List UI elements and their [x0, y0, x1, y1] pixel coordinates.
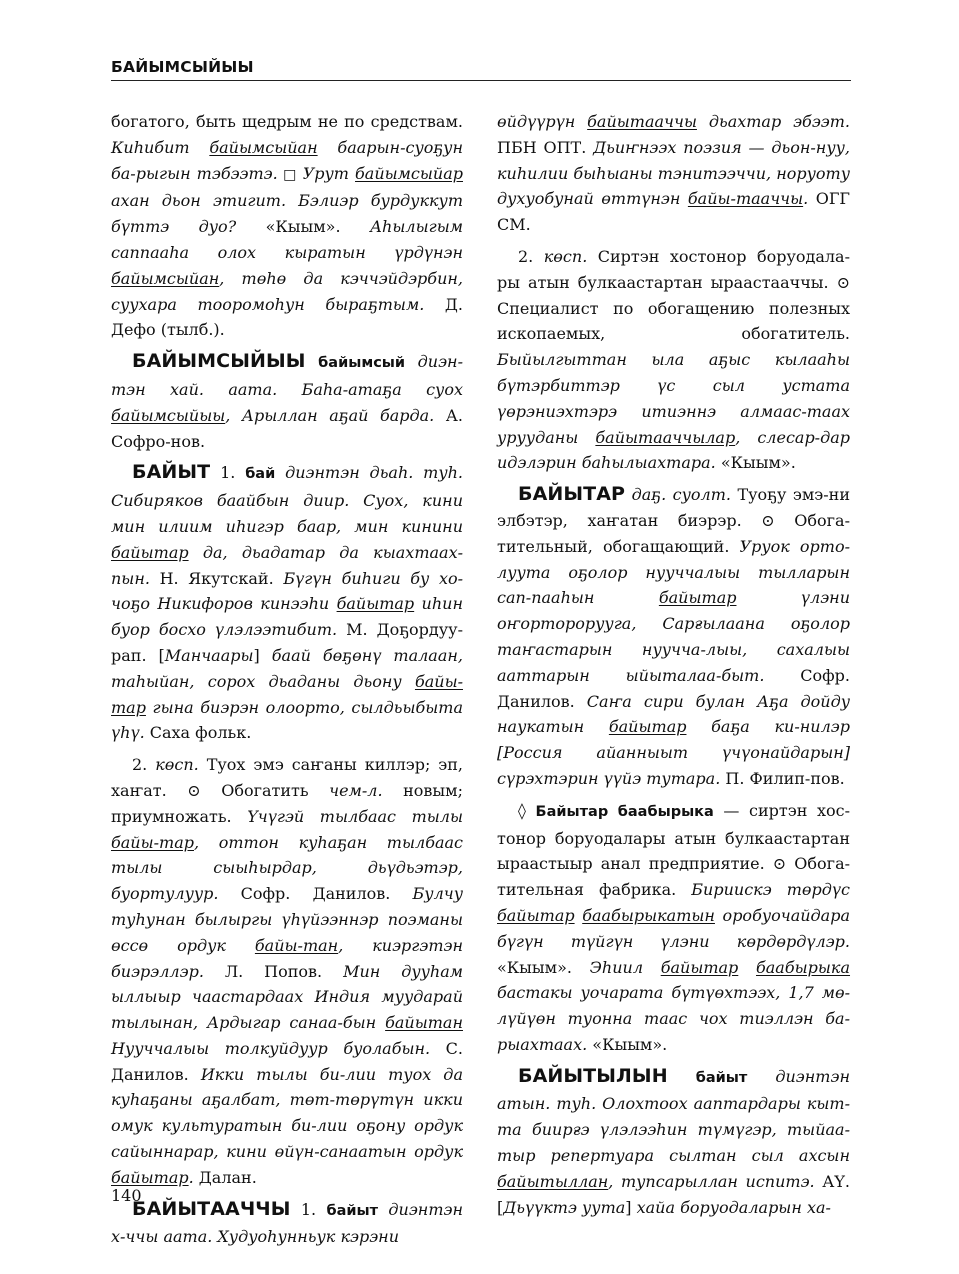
- source-citation: «Кыым».: [587, 1034, 668, 1054]
- example-text: Урут: [302, 163, 356, 183]
- headword-usage: байымсыйыы: [111, 405, 226, 425]
- sense-number: 1.: [210, 463, 246, 483]
- example-text: Бириискэ төрдүс: [691, 880, 850, 900]
- example-text: Саҥа сири булан Аҕа дойду наукатын: [497, 691, 850, 737]
- translation-text: новым; приумножать.: [111, 780, 463, 826]
- sense-number: 2.: [518, 246, 544, 266]
- example-text: Булчу туһунан былыргы үһүйээннэр поэманы өссө ордук: [111, 884, 463, 955]
- headword-usage: байытар: [660, 957, 739, 977]
- example-text: Киһибит: [111, 137, 210, 157]
- definition-text: Туоҕу эмэ-ни элбэтэр, хаҥатан биэрэр.: [497, 485, 850, 530]
- entry-headword: БАЙЫТЫЛЫН: [518, 1064, 668, 1087]
- source-citation: С. Данилов.: [111, 1038, 463, 1084]
- headword-usage: байытар: [111, 542, 189, 562]
- root-word: бай: [245, 466, 276, 483]
- example-text: баҕа ки-нилэр [Россия айанныыт үчүонайдарын] сүрэхтэрин үүйэ тутара.: [497, 717, 850, 788]
- diamond-icon: ◊: [518, 800, 526, 820]
- example-text: гына биэрэн олоорто, сылдьыбыта үһү.: [111, 697, 463, 743]
- source-citation: «Кыым».: [236, 217, 370, 237]
- headword-usage: байытан: [385, 1013, 463, 1033]
- example-text: , төһө да кэччэйдэрбин, суухара тооромоһун быраҕтым.: [111, 268, 463, 314]
- definition-text: Туох эмэ саҥаны киллэр; эп, хаҥат.: [111, 755, 463, 800]
- source-citation: Л. Попов.: [203, 961, 344, 981]
- source-citation: Д. Дефо (тылб.).: [111, 294, 464, 340]
- example-text: Нууччалыы толкуйдуур буолабын.: [111, 1038, 431, 1058]
- dictionary-entry: [111, 1197, 463, 1251]
- dictionary-sense: [111, 752, 463, 1191]
- example-text: Баһа-атаҕа суох: [277, 379, 463, 399]
- sense-number: 2.: [132, 755, 156, 775]
- source-citation: А. Софро-нов.: [111, 405, 464, 451]
- example-text: Манчаары: [164, 645, 254, 665]
- example-text: .: [803, 189, 809, 209]
- grammar-note: диэнтэн х-ччы аата. Худуоһунньук кэрэни: [111, 1199, 463, 1247]
- example-text: ахан дьон этигит. Бэлиэр бурдуккут бүттэ дуо?: [111, 191, 463, 237]
- source-citation: Н. Якутскай.: [149, 568, 284, 588]
- headword-usage: байы-тар: [111, 832, 194, 852]
- example-text: дьахтар эбээт.: [696, 112, 850, 131]
- spacer: [747, 1067, 775, 1086]
- source-citation: М. Доҕордуу-рап. [: [111, 620, 463, 665]
- dictionary-entry: [111, 460, 463, 746]
- circle-dot-icon: ⊙: [187, 780, 201, 800]
- source-citation: ПБН ОПТ.: [497, 137, 594, 157]
- example-text: да, дьадатар да кыахтаах-пын.: [111, 542, 463, 588]
- entry-headword: БАЙЫТ: [132, 461, 211, 484]
- definition-text: Сиртэн хостонор боруодала-ры атын булкаастартан ыраастааччы.: [497, 246, 850, 292]
- circle-dot-icon: ⊙: [761, 510, 775, 530]
- definition-text: богатого, быть щедрым не по средствам.: [111, 112, 463, 131]
- source-citation: Далан.: [193, 1167, 257, 1187]
- definition-text: — сиртэн хос-тонор боруодалары атын булкаастартан ыраастыыр анал предприятие.: [497, 800, 850, 874]
- sense-number: 1.: [290, 1199, 327, 1219]
- example-text: баай бөҕөнү талаан, таһыйан, сорох дьаданы дьону: [111, 645, 464, 691]
- example-text: баарын-суоҕун ба-рыгын тэбээтэ.: [111, 137, 463, 183]
- example-text: Дьүүктэ уута: [503, 1197, 626, 1217]
- entry-headword: БАЙЫМСЫЙЫЫ: [132, 350, 306, 373]
- source-citation: «Кыым».: [715, 453, 796, 473]
- dictionary-entry: [497, 1064, 850, 1221]
- example-text: бастакы уочарата бүтүөхтээх, 1,7 мө-лүйүөн туонна таас чох тиэллэн ба-рыахтаах.: [497, 983, 850, 1054]
- grammar-note: даҕ. суолт.: [631, 485, 731, 505]
- example-text: , оттон куһаҕан тылбаас тылы сыыһырдар, дьүдьэтэр, буортулуур.: [111, 832, 463, 904]
- headword-usage: байытыллан: [497, 1171, 609, 1191]
- grammar-note: диэнтэн атын. туһ. Олохтоох аaптардары кыт-та биирғэ үлэлээһин түмүгэр, тыйаа-тыр репертуара сылтан сыл ахсын: [497, 1066, 850, 1166]
- translation-text: Специалист по обогащению полезных ископаемых, обогатитель.: [497, 298, 850, 344]
- circle-dot-icon: ⊙: [772, 854, 787, 874]
- dictionary-entry: [111, 349, 463, 454]
- example-text: , тупсарыллан испитэ.: [608, 1171, 815, 1191]
- phrase-headword: Байытар баабырыка: [535, 803, 714, 820]
- root-word: байыт: [326, 1202, 379, 1219]
- source-citation: Софр. Данилов.: [218, 884, 413, 904]
- headword-usage: байытааччы: [587, 112, 697, 131]
- example-text: , слесар-дар идэлэрин баһылыахтара.: [497, 427, 851, 473]
- spacer: [275, 463, 285, 482]
- example-text: Икки тылы би-лии туох да куһаҕаны аҕалбат, төт-төрүтүн икки омук культуратын би-лии оҕону ордук сайыннарар, кини өйүн-санаатын ордук: [111, 1064, 463, 1162]
- headword-usage: байытар: [111, 1167, 189, 1187]
- phrase-entry: [497, 798, 850, 1058]
- headword-usage: байымсыйан: [111, 268, 220, 288]
- example-text: Уруок орто-луута оҕолор нууччалыы тылларын сап-пааһын: [497, 536, 850, 608]
- example-text: хайа боруодаларын ха-: [636, 1197, 831, 1217]
- source-citation: АҮ. [: [497, 1171, 850, 1217]
- headword-usage: байы-тааччы: [687, 189, 804, 209]
- example-text: Мин дууһам ыллыыр чаастардаах Индия муударай тылынан, Ардыгар санаа-бын: [111, 961, 464, 1033]
- entry-continuation: [497, 109, 850, 238]
- page-number: 140: [111, 1186, 142, 1205]
- translation-text: Обогатить: [200, 780, 330, 800]
- circle-dot-icon: ⊙: [836, 272, 850, 292]
- left-column: [111, 109, 463, 1250]
- example-text: оробуочайдара бүгүн түйгүн үлэни көрдөрдүлэр.: [497, 905, 850, 951]
- bracket: ]: [253, 645, 272, 665]
- entry-continuation: [111, 109, 463, 343]
- bracket: ]: [625, 1197, 637, 1217]
- example-text: Аһылыгым саппааһа олох кыратын үрдүнэн: [111, 217, 463, 262]
- spacer: [738, 958, 756, 977]
- source-citation: П. Филип-пов.: [720, 768, 845, 788]
- headword-usage: байытар: [497, 905, 575, 925]
- headword-usage: байытар: [608, 717, 687, 737]
- example-text: Дьиҥнээх поэзия — дьон-нуу, киһилии быһыаны тэнитээччи, норуоту духуобунай өттүнэн: [497, 137, 850, 209]
- example-text: Бүгүн биһиги бу хо-чоҕо Никифоров кинээһи: [111, 568, 464, 614]
- source-citation: «Кыым».: [497, 957, 590, 977]
- example-text: өйдүүрүн: [497, 112, 588, 131]
- headword-usage: баабырыкатын: [582, 905, 715, 925]
- translation-text: Обога-тительный, обогащающий.: [497, 510, 850, 556]
- dictionary-entry: [497, 482, 850, 792]
- headword-usage: байытааччылар: [595, 427, 736, 447]
- grammar-note: диэн-тэн хай. аата.: [111, 352, 463, 399]
- headword-usage: баабырыка: [756, 957, 851, 977]
- example-text: , Арыллан аҕай барда.: [225, 405, 435, 425]
- headword-usage: байымсыйар: [355, 163, 463, 183]
- grammar-note: көсп.: [543, 246, 588, 266]
- spacer: [378, 1200, 388, 1219]
- example-text: , киэргэтэн биэрэллэр.: [111, 935, 463, 981]
- grammar-note: диэнтэн дьаһ. туһ. Сибиряков баайбын диир. Суох, кини мин илиим иһигэр баар, мин кинини: [111, 463, 464, 536]
- root-word: байыт: [695, 1069, 748, 1086]
- example-text: .: [188, 1167, 194, 1187]
- root-word: байымсый: [305, 355, 418, 372]
- headword-usage: байы-тан: [254, 935, 339, 955]
- headword-usage: байы-тар: [111, 671, 463, 717]
- source-citation: Софр. Данилов.: [497, 665, 850, 711]
- entry-headword: БАЙЫТААЧЧЫ: [132, 1197, 291, 1220]
- square-symbol-icon: □: [277, 166, 303, 183]
- spacer: [668, 1067, 696, 1086]
- source-citation: ОГГ СМ.: [497, 189, 850, 235]
- dictionary-sense: [497, 244, 850, 476]
- example-text: Эһиил: [589, 957, 661, 977]
- headword-usage: байытар: [336, 594, 415, 614]
- spacer: [526, 801, 536, 820]
- right-column: [497, 109, 850, 1220]
- example-text: иһин буор босхо үлэлээтибит.: [111, 594, 464, 640]
- headword-usage: байытар: [658, 588, 737, 608]
- entry-headword: БАЙЫТАР: [518, 483, 626, 506]
- header-title: БАЙЫМСЫЙЫЫ: [111, 58, 254, 76]
- example-text: Үчүгэй тылбаас тылы: [247, 806, 463, 826]
- source-citation: Саха фольк.: [144, 723, 252, 743]
- running-header: [111, 58, 851, 81]
- example-text: үлэни оҥорторорууга, Сарғылаана оҕолор таҥастарын нуучча-лыы, сахалыы ааттарын ыйыталаа-быт.: [497, 588, 850, 685]
- grammar-note: чем-л.: [329, 780, 383, 800]
- translation-text: Обога-тительная фабрика.: [497, 854, 851, 900]
- example-text: Быйылгыттан ыла аҕыс кылааһы бүтэрбиттэр үс сыл устата үөрэниэхтэрэ итиэннэ алмаас-таах урууданы: [497, 350, 850, 447]
- headword-usage: байымсыйан: [209, 137, 318, 157]
- grammar-note: көсп.: [155, 755, 199, 775]
